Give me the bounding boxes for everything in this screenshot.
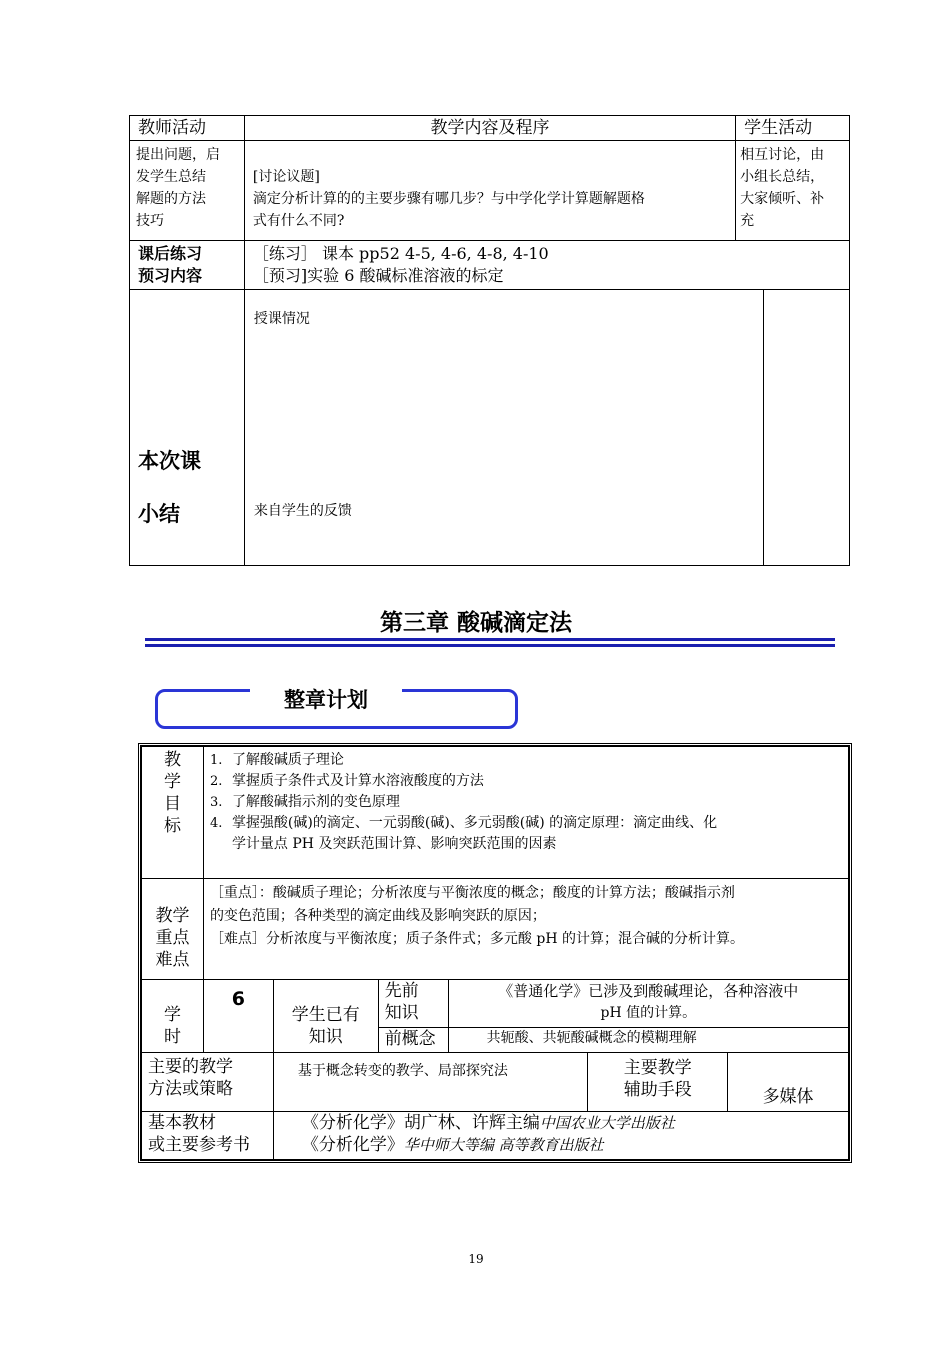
book-item: 《分析化学》华中师大等编 高等教育出版社 bbox=[301, 1134, 604, 1155]
teaching-status: 授课情况 bbox=[253, 311, 310, 327]
header-teacher: 教师活动 bbox=[130, 116, 245, 141]
goals-row bbox=[142, 747, 849, 879]
student-feedback: 来自学生的反馈 bbox=[253, 503, 352, 519]
preconcept-text: 共轭酸、共轭酸碱概念的模糊理解 bbox=[448, 1027, 848, 1052]
summary-content bbox=[244, 290, 849, 566]
known-label: 学生已有 知识 bbox=[273, 980, 378, 1053]
discussion-content: [讨论议题] 滴定分析计算的的主要步骤有哪几步？与中学化学计算题解题格 式有什么不同? bbox=[244, 141, 735, 241]
teacher-activity: 提出问题，启 发学生总结 解题的方法 技巧 bbox=[130, 141, 245, 241]
header-student: 学生活动 bbox=[736, 116, 850, 141]
hours-row-top bbox=[142, 980, 849, 1027]
aid-text: 多媒体 bbox=[728, 1052, 849, 1111]
prior-text: 《普通化学》已涉及到酸碱理论，各种溶液中 pH 值的计算。 bbox=[448, 980, 848, 1027]
chapter-plan-table bbox=[138, 743, 852, 1163]
books-label: 基本教材 或主要参考书 bbox=[142, 1111, 274, 1159]
goal-item-cont: 学计量点 PH 及突跃范围计算、影响突跃范围的因素 bbox=[231, 836, 557, 852]
title-rule-top bbox=[145, 638, 835, 641]
method-label: 主要的教学 方法或策略 bbox=[142, 1052, 274, 1111]
lesson-table bbox=[129, 115, 850, 566]
key-points-label: 教学 重点 难点 bbox=[142, 879, 204, 980]
key-points-text: ［重点］：酸碱质子理论；分析浓度与平衡浓度的概念；酸度的计算方法；酸碱指示剂 的变色范围；各种类型的滴定曲线及影响突跃的原因； ［难点］分析浓度与平衡浓度；质子条件式；多元酸 pH 的计算；混合碱的分析计算。 bbox=[203, 879, 848, 980]
goal-item: 2. 掌握质子条件式及计算水溶液酸度的方法 bbox=[209, 773, 484, 789]
practice-line: ［练习］ 课本 pp52 4-5, 4-6, 4-8, 4-10 bbox=[252, 244, 549, 263]
homework-row bbox=[130, 241, 850, 290]
goal-item: 3. 了解酸碱指示剂的变色原理 bbox=[209, 794, 400, 810]
discussion-row bbox=[130, 141, 850, 241]
prior-label: 先前 知识 bbox=[378, 980, 448, 1027]
goal-item: 1. 了解酸碱质子理论 bbox=[209, 752, 344, 768]
books-list bbox=[273, 1111, 848, 1159]
goal-item: 4. 掌握强酸(碱)的滴定、一元弱酸(碱)、多元弱酸(碱) 的滴定原理：滴定曲线、化 bbox=[209, 815, 718, 831]
section-title: 整章计划 bbox=[284, 687, 368, 712]
book-item: 《分析化学》胡广林、许辉主编中国农业大学出版社 bbox=[301, 1112, 675, 1133]
hours-label: 学 时 bbox=[142, 980, 204, 1053]
aid-label: 主要教学 辅助手段 bbox=[588, 1052, 728, 1111]
preview-line: ［预习]实验 6 酸碱标准溶液的标定 bbox=[252, 266, 504, 285]
summary-divider bbox=[763, 290, 764, 565]
homework-content bbox=[244, 241, 849, 290]
preconcept-label: 前概念 bbox=[378, 1027, 448, 1052]
hours-value: 6 bbox=[203, 980, 273, 1053]
method-text: 基于概念转变的教学、局部探究法 bbox=[273, 1052, 588, 1111]
summary-label: 本次课 小结 bbox=[130, 290, 245, 566]
header-content: 教学内容及程序 bbox=[244, 116, 735, 141]
goals-list bbox=[203, 747, 848, 879]
chapter-title: 第三章 酸碱滴定法 bbox=[379, 609, 572, 636]
summary-row bbox=[130, 290, 850, 566]
homework-label: 课后练习 预习内容 bbox=[130, 241, 245, 290]
title-rule-bottom bbox=[145, 644, 835, 647]
key-points-row bbox=[142, 879, 849, 980]
student-activity: 相互讨论，由 小组长总结， 大家倾听、补 充 bbox=[736, 141, 850, 241]
books-row bbox=[142, 1111, 849, 1159]
lesson-table-header bbox=[130, 116, 850, 141]
goals-label: 教 学 目 标 bbox=[142, 747, 204, 879]
method-row bbox=[142, 1052, 849, 1111]
page-number: 19 bbox=[468, 1252, 484, 1266]
